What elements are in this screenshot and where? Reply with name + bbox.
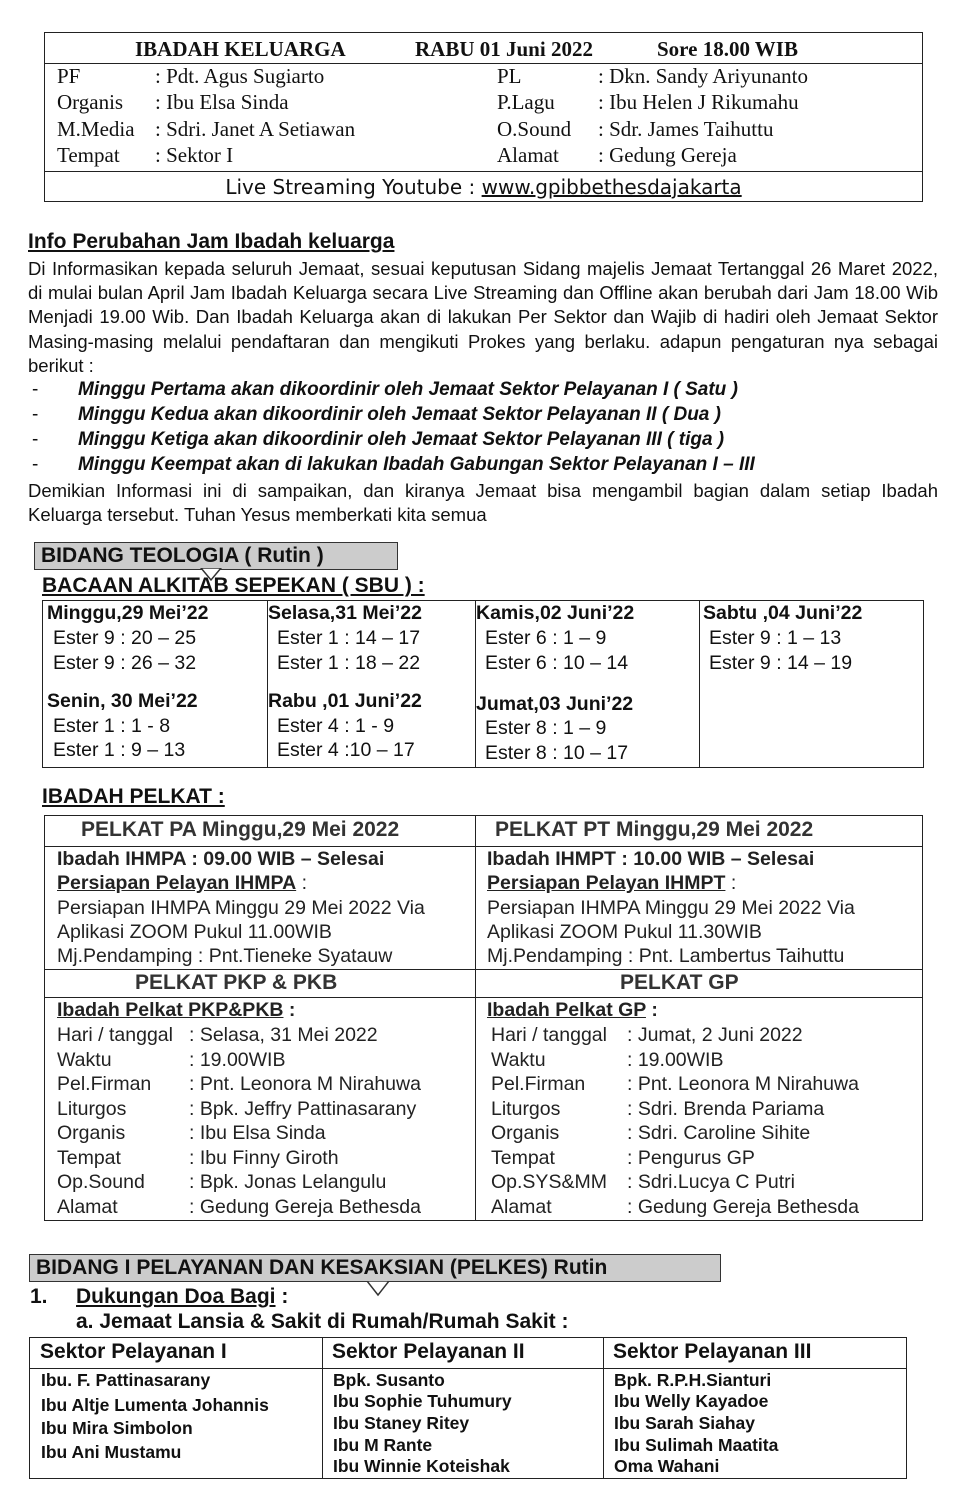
role-label: Organis [57, 90, 124, 114]
pelkat-table [44, 815, 923, 1221]
colon: : [645, 999, 658, 1021]
detail-value: : Sdri. Brenda Pariama [627, 1097, 825, 1120]
role-label: O.Sound [497, 117, 572, 141]
sector-person: Ibu Welly Kayadoe [614, 1391, 769, 1411]
detail-label: Waktu [491, 1048, 546, 1071]
sector-person: Ibu. F. Pattinasarany [41, 1370, 211, 1390]
detail-value: : Sdri.Lucya C Putri [627, 1171, 795, 1193]
dash-bullet: - [32, 429, 39, 450]
detail-value: : Jumat, 2 Juni 2022 [627, 1024, 803, 1046]
service-header-box [44, 32, 923, 202]
sbu-day: Rabu ,01 Juni’22 [268, 690, 422, 712]
sbu-verse: Ester 9 : 26 – 32 [53, 652, 197, 674]
detail-label: Organis [491, 1122, 560, 1144]
service-time: Sore 18.00 WIB [657, 37, 798, 61]
detail-label: Op.SYS&MM [491, 1171, 607, 1193]
divider [45, 969, 922, 970]
service-title: IBADAH KELUARGA [135, 37, 346, 61]
detail-label: Organis [57, 1122, 126, 1144]
sector-person: Bpk. R.P.H.Sianturi [614, 1370, 772, 1390]
sector-person: Bpk. Susanto [333, 1370, 445, 1390]
doa-heading [76, 1285, 288, 1309]
sector-column [603, 1338, 906, 1478]
pa-persiapan-label: Persiapan Pelayan IHMPA [57, 872, 297, 894]
sector-person: Ibu Altje Lumenta Johannis [41, 1395, 269, 1415]
sector-person: Oma Wahani [614, 1456, 720, 1476]
colon: : [725, 872, 737, 894]
detail-label: Pel.Firman [491, 1073, 586, 1095]
detail-value: : Ibu Finny Giroth [189, 1146, 339, 1169]
detail-value: : Gedung Gereja Bethesda [627, 1195, 859, 1218]
divider [475, 816, 476, 1220]
detail-label: Alamat [57, 1195, 118, 1218]
dash-bullet: - [32, 379, 39, 400]
role-label: PL [497, 64, 522, 88]
pt-persiapan [487, 872, 736, 895]
pt-line: Aplikasi ZOOM Pukul 11.30WIB [487, 921, 762, 943]
section-heading-pelkes: BIDANG I PELAYANAN DAN KESAKSIAN (PELKES) Rutin [29, 1254, 721, 1282]
detail-label: Op.Sound [57, 1171, 145, 1193]
pelkat-gp-heading: PELKAT GP [620, 971, 739, 994]
lansia-subheading: a. Jemaat Lansia & Sakit di Rumah/Rumah Sakit : [76, 1310, 569, 1333]
divider [45, 997, 922, 998]
sbu-verse: Ester 6 : 1 – 9 [485, 627, 607, 649]
pt-ibadah-time: Ibadah IHMPT : 10.00 WIB – Selesai [487, 848, 815, 870]
down-arrow-icon [366, 1281, 390, 1302]
role-value: : Sdr. James Taihuttu [598, 117, 774, 141]
live-streaming-line [45, 171, 922, 202]
pelkat-pkp-heading: PELKAT PKP & PKB [135, 971, 338, 994]
sector-person: Ibu Sulimah Maatita [614, 1435, 779, 1455]
sector-person: Ibu Ani Mustamu [41, 1442, 182, 1462]
pa-line: Persiapan IHMPA Minggu 29 Mei 2022 Via [57, 897, 425, 919]
detail-value: : Pengurus GP [627, 1146, 755, 1169]
role-value: : Gedung Gereja [598, 143, 737, 167]
pelkat-pa-heading: PELKAT PA Minggu,29 Mei 2022 [81, 818, 400, 841]
role-value: : Dkn. Sandy Ariyunanto [598, 64, 808, 88]
pelkat-title: IBADAH PELKAT : [42, 785, 225, 808]
pkp-subtitle [57, 999, 295, 1022]
sector-table [29, 1337, 907, 1479]
detail-label: Alamat [491, 1195, 552, 1218]
pa-line: Mj.Pendamping : Pnt.Tieneke Syatauw [57, 945, 393, 967]
sbu-day: Senin, 30 Mei’22 [47, 690, 198, 712]
sector-heading: Sektor Pelayanan III [613, 1340, 812, 1363]
role-label: PF [57, 64, 81, 88]
pt-line: Mj.Pendamping : Pnt. Lambertus Taihuttu [487, 945, 845, 967]
role-value: : Sdri. Janet A Setiawan [155, 117, 356, 141]
detail-value: : Bpk. Jeffry Pattinasarany [189, 1097, 417, 1120]
live-streaming-label: Live Streaming Youtube : [225, 175, 482, 199]
doa-label: Dukungan Doa Bagi [76, 1285, 276, 1308]
sector-person: Ibu Staney Ritey [333, 1413, 470, 1433]
section-heading-teologia: BIDANG TEOLOGIA ( Rutin ) [34, 542, 398, 570]
detail-value: : Sdri. Caroline Sihite [627, 1122, 811, 1144]
sbu-column [699, 601, 923, 767]
bullet-text: Minggu Ketiga akan dikoordinir oleh Jemaat Sektor Pelayanan III ( tiga ) [78, 429, 725, 450]
sector-person: Ibu M Rante [333, 1435, 433, 1455]
role-value: : Ibu Helen J Rikumahu [598, 90, 799, 114]
pa-persiapan [57, 872, 307, 895]
sbu-verse: Ester 1 : 1 - 8 [53, 715, 171, 737]
sbu-day: Sabtu ,04 Juni’22 [703, 602, 863, 624]
bullet-text: Minggu Kedua akan dikoordinir oleh Jemaat Sektor Pelayanan II ( Dua ) [78, 404, 721, 425]
role-label: P.Lagu [497, 90, 555, 114]
pelkat-pt-heading: PELKAT PT Minggu,29 Mei 2022 [495, 818, 814, 841]
bullet-text: Minggu Pertama akan dikoordinir oleh Jemaat Sektor Pelayanan I ( Satu ) [78, 379, 738, 400]
colon: : [296, 872, 307, 894]
detail-label: Hari / tanggal [491, 1024, 607, 1046]
sbu-verse: Ester 1 : 18 – 22 [277, 652, 421, 674]
detail-value: : Bpk. Jonas Lelangulu [189, 1171, 387, 1193]
detail-label: Tempat [491, 1146, 555, 1169]
sbu-verse: Ester 9 : 20 – 25 [53, 627, 197, 649]
info-paragraph-1: Di Informasikan kepada seluruh Jemaat, sesuai keputusan Sidang majelis Jemaat Tertanggal 26 Maret 2022, di mulai bulan April Jam Ibadah Keluarga secara Live Streaming dan Offline akan berubah dari Jam 18.00 Wib Menjadi 19.00 Wib. Dan Ibadah Keluarga akan di lakukan Per Sektor dan Wajib di hadiri oleh Jemaat Sektor Masing-masing melalui pendaftaran dan mengikuti Prokes yang berlaku. adapun pengaturan nya sebagai berikut : [28, 258, 938, 376]
pt-line: Persiapan IHMPA Minggu 29 Mei 2022 Via [487, 897, 855, 919]
sbu-verse: Ester 6 : 10 – 14 [485, 652, 629, 674]
sector-person: Ibu Mira Simbolon [41, 1418, 193, 1438]
sbu-day: Selasa,31 Mei’22 [268, 602, 422, 624]
sbu-verse: Ester 9 : 14 – 19 [709, 652, 853, 674]
gp-subtitle [487, 999, 658, 1022]
sbu-day: Jumat,03 Juni’22 [476, 693, 634, 715]
sector-column [322, 1338, 604, 1478]
pkp-subtitle-label: Ibadah Pelkat PKP&PKB [57, 999, 284, 1021]
sbu-table [42, 600, 924, 768]
detail-label: Pel.Firman [57, 1073, 152, 1095]
detail-label: Tempat [57, 1146, 121, 1169]
dash-bullet: - [32, 454, 39, 475]
gp-subtitle-label: Ibadah Pelkat GP [487, 999, 646, 1021]
sector-person: Ibu Sarah Siahay [614, 1413, 756, 1433]
role-value: : Ibu Elsa Sinda [155, 90, 289, 114]
pt-persiapan-label: Persiapan Pelayan IHMPT [487, 872, 726, 894]
pelkes-num: 1. [30, 1285, 48, 1308]
colon: : [275, 1285, 289, 1308]
dash-bullet: - [32, 404, 39, 425]
sbu-title: BACAAN ALKITAB SEPEKAN ( SBU ) : [42, 574, 425, 597]
sbu-column [267, 601, 476, 767]
detail-value: : 19.00WIB [627, 1048, 724, 1071]
sbu-verse: Ester 9 : 1 – 13 [709, 627, 842, 649]
sector-column [30, 1338, 323, 1478]
detail-value: : Gedung Gereja Bethesda [189, 1195, 421, 1218]
bullet-text: Minggu Keempat akan di lakukan Ibadah Gabungan Sektor Pelayanan I – III [78, 454, 755, 475]
sbu-verse: Ester 8 : 10 – 17 [485, 742, 629, 764]
info-title: Info Perubahan Jam Ibadah keluarga [28, 230, 395, 253]
pa-line: Aplikasi ZOOM Pukul 11.00WIB [57, 921, 332, 943]
detail-value: : 19.00WIB [189, 1048, 286, 1071]
detail-label: Liturgos [491, 1097, 561, 1120]
sbu-day: Kamis,02 Juni’22 [476, 602, 635, 624]
divider [45, 846, 922, 847]
detail-value: : Pnt. Leonora M Nirahuwa [189, 1073, 421, 1095]
sector-heading: Sektor Pelayanan II [332, 1340, 525, 1363]
sector-heading: Sektor Pelayanan I [40, 1340, 227, 1363]
detail-value: : Pnt. Leonora M Nirahuwa [627, 1073, 859, 1095]
colon: : [283, 999, 296, 1021]
service-date: RABU 01 Juni 2022 [415, 37, 593, 61]
detail-label: Hari / tanggal [57, 1024, 173, 1046]
sbu-verse: Ester 8 : 1 – 9 [485, 717, 607, 739]
sector-person: Ibu Winnie Koteishak [333, 1456, 510, 1476]
sbu-verse: Ester 4 :10 – 17 [277, 739, 415, 761]
sbu-column [475, 601, 700, 767]
sbu-verse: Ester 1 : 9 – 13 [53, 739, 186, 761]
service-title-row [45, 35, 922, 64]
sector-person: Ibu Sophie Tuhumury [333, 1391, 512, 1411]
sbu-verse: Ester 1 : 14 – 17 [277, 627, 421, 649]
role-label: Tempat [57, 143, 120, 167]
detail-label: Waktu [57, 1048, 112, 1071]
sbu-column [43, 601, 268, 767]
role-label: M.Media [57, 117, 135, 141]
detail-label: Liturgos [57, 1097, 127, 1120]
detail-value: : Selasa, 31 Mei 2022 [189, 1024, 378, 1046]
sbu-verse: Ester 4 : 1 - 9 [277, 715, 395, 737]
sbu-day: Minggu,29 Mei’22 [47, 602, 209, 624]
role-value: : Pdt. Agus Sugiarto [155, 64, 325, 88]
detail-value: : Ibu Elsa Sinda [189, 1122, 326, 1144]
youtube-link[interactable]: www.gpibbethesdajakarta [481, 175, 742, 199]
role-value: : Sektor I [155, 143, 234, 167]
info-paragraph-2: Demikian Informasi ini di sampaikan, dan kiranya Jemaat bisa mengambil bagian dalam setiap Ibadah Keluarga tersebut. Tuhan Yesus memberkati kita semua [28, 480, 938, 526]
pa-ibadah-time: Ibadah IHMPA : 09.00 WIB – Selesai [57, 848, 385, 870]
role-label: Alamat [497, 143, 559, 167]
